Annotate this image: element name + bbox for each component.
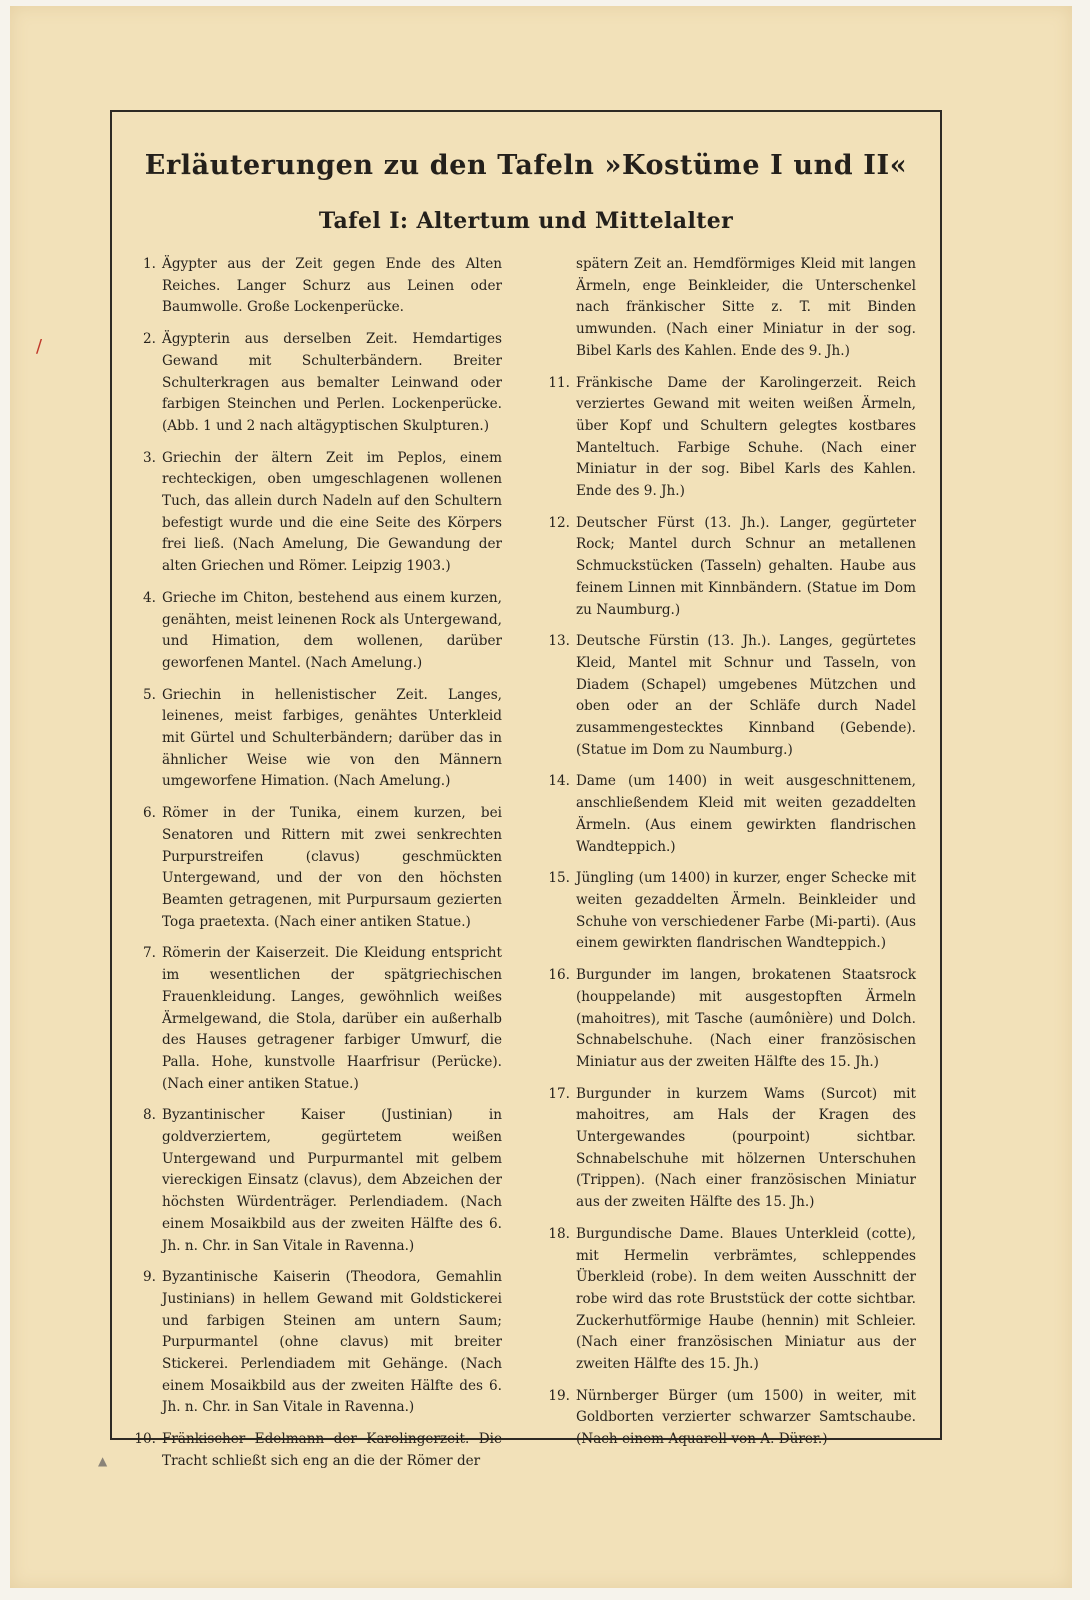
- list-item: [540, 771, 916, 858]
- item-text: Fränkischer Edelmann der Karolingerzeit. Die Tracht schließt sich eng an die der Römer der: [162, 1431, 502, 1469]
- item-number: 1.: [143, 256, 156, 272]
- item-number: 17.: [548, 1085, 570, 1102]
- item-number: 11.: [548, 374, 570, 391]
- item-text: Deutscher Fürst (13. Jh.). Langer, gegürteter Rock; Mantel durch Schnur an metallenen Schmuckstücken (Tasseln) gehalten. Haube aus feinem Linnen mit Kinnbändern. (Statue im Dom zu Naumburg.): [576, 514, 916, 618]
- pencil-mark: /: [36, 336, 43, 357]
- corner-mark: ▲: [98, 1454, 108, 1468]
- list-item: [540, 965, 916, 1074]
- item-number: 7.: [143, 945, 156, 962]
- list-item: [126, 1429, 502, 1472]
- item-number: 19.: [548, 1387, 570, 1404]
- item-number: 13.: [548, 633, 570, 650]
- item-text: Dame (um 1400) in weit ausgeschnittenem, anschließendem Kleid mit weiten gezaddelten Ärmeln. (Aus einem gewirkten flandrischen Wandteppich.): [576, 773, 916, 855]
- item-text: Burgunder im langen, brokatenen Staatsrock (houppelande) mit ausgestopften Ärmeln (mahoitres), mit Tasche (aumônière) und Dolch. Schnabelschuhe. (Nach einer französischen Miniatur aus der zweiten Hälfte des 15. Jh.): [576, 967, 916, 1070]
- item-text: Ägypterin aus derselben Zeit. Hemdartiges Gewand mit Schulterbändern. Breiter Schulterkragen aus bemalter Leinwand oder farbigen Steinchen und Perlen. Lockenperücke. (Abb. 1 und 2 nach altägyptischen Skulpturen.): [162, 331, 502, 434]
- item-text: Römer in der Tunika, einem kurzen, bei Senatoren und Rittern mit zwei senkrechten Purpurstreifen (clavus) geschmückten Untergewand, und der von den höchsten Beamten getragenen, mit Purpursaum gezierten Toga praetexta. (Nach einer antiken Statue.): [162, 805, 502, 930]
- item-text: Grieche im Chiton, bestehend aus einem kurzen, genähten, meist leinenen Rock als Untergewand, und Himation, dem wollenen, darüber geworfenen Mantel. (Nach Amelung.): [162, 589, 502, 671]
- item-number: 2.: [143, 331, 156, 348]
- list-item: [540, 868, 916, 955]
- item-text: spätern Zeit an. Hemdförmiges Kleid mit langen Ärmeln, enge Beinkleider, die Unterschenkel nach fränkischer Sitte z. T. mit Binden umwunden. (Nach einer Miniatur in der sog. Bibel Karls des Kahlen. Ende des 9. Jh.): [576, 256, 916, 359]
- list-item: [126, 1267, 502, 1419]
- item-number: 8.: [143, 1107, 156, 1124]
- item-text: Nürnberger Bürger (um 1500) in weiter, mit Goldborten verzierter schwarzer Samtschaube. (Nach einem Aquarell von A. Dürer.): [576, 1387, 916, 1448]
- list-item: [540, 373, 916, 503]
- item-text: Byzantinischer Kaiser (Justinian) in goldverziertem, gegürtetem weißen Untergewand und Purpurmantel mit gelbem viereckigen Einsatz (clavus), dem Abzeichen der höchsten Würdenträger. Perlendiadem. (Nach einem Mosaikbild aus der zweiten Hälfte des 6. Jh. n. Chr. in San Vitale in Ravenna.): [162, 1107, 502, 1254]
- item-text: Römerin der Kaiserzeit. Die Kleidung entspricht im wesentlichen der spätgriechischen Frauenkleidung. Langes, gewöhnlich weißes Ärmelgewand, die Stola, darüber ein außerhalb des Hauses getragener farbiger Umwurf, die Palla. Hohe, kunstvolle Haarfrisur (Perücke). (Nach einer antiken Statue.): [162, 945, 502, 1092]
- item-number: 12.: [548, 514, 570, 531]
- item-text: Griechin in hellenistischer Zeit. Langes, leinenes, meist farbiges, genähtes Unterkleid mit Gürtel und Schulterbändern; darüber das in ähnlicher Weise wie von den Männern umgeworfene Himation. (Nach Amelung.): [162, 686, 502, 790]
- list-item: [540, 631, 916, 761]
- list-item: [540, 1224, 916, 1376]
- list-item: [540, 1386, 916, 1451]
- list-item: [126, 448, 502, 578]
- page-subtitle: Tafel I: Altertum und Mittelalter: [318, 208, 734, 234]
- right-column: [540, 254, 916, 1461]
- list-item: [126, 943, 502, 1095]
- list-item: [126, 1105, 502, 1257]
- item-number: 5.: [143, 686, 156, 703]
- list-item: [540, 1084, 916, 1214]
- page-title: Erläuterungen zu den Tafeln »Kostüme I und II«: [144, 150, 908, 181]
- item-text: Burgunder in kurzem Wams (Surcot) mit mahoitres, am Hals der Kragen des Untergewandes (pourpoint) sichtbar. Schnabelschuhe mit hölzernen Unterschuhen (Trippen). (Nach einer französischen Miniatur aus der zweiten Hälfte des 15. Jh.): [576, 1085, 916, 1211]
- item-number: 10.: [134, 1431, 156, 1448]
- item-text: Deutsche Fürstin (13. Jh.). Langes, gegürtetes Kleid, Mantel mit Schnur und Tasseln, von Diadem (Schapel) umgebenes Mützchen und oben oder an der Schläfe durch Nadel zusammengestecktes Kinnband (Gebende). (Statue im Dom zu Naumburg.): [576, 633, 916, 758]
- list-item-continuation: [576, 254, 916, 363]
- list-item: [126, 803, 502, 933]
- text-frame: [110, 110, 942, 1469]
- item-number: 14.: [548, 773, 570, 790]
- list-item: [126, 254, 502, 319]
- item-number: 15.: [548, 870, 570, 887]
- item-number: 3.: [143, 449, 156, 466]
- item-text: Ägypter aus der Zeit gegen Ende des Alten Reiches. Langer Schurz aus Leinen oder Baumwolle. Große Lockenperücke.: [162, 256, 502, 316]
- item-text: Jüngling (um 1400) in kurzer, enger Schecke mit weiten gezaddelten Ärmeln. Beinkleider und Schuhe von verschiedener Farbe (Mi-parti). (Aus einem gewirkten flandrischen Wandteppich.): [576, 870, 916, 952]
- item-number: 16.: [548, 967, 570, 984]
- item-text: Burgundische Dame. Blaues Unterkleid (cotte), mit Hermelin verbrämtes, schleppendes Überkleid (robe). In dem weiten Ausschnitt der robe wird das rote Bruststück der cotte sichtbar. Zuckerhutförmige Haube (hennin) mit Schleier. (Nach einer französischen Miniatur aus der zweiten Hälfte des 15. Jh.): [576, 1225, 916, 1373]
- list-item: [126, 329, 502, 438]
- item-text: Fränkische Dame der Karolingerzeit. Reich verziertes Gewand mit weiten weißen Ärmeln, über Kopf und Schultern gelegtes kostbares Manteltuch. Farbige Schuhe. (Nach einer Miniatur in der sog. Bibel Karls des Kahlen. Ende des 9. Jh.): [576, 374, 916, 500]
- item-number: 4.: [143, 589, 156, 606]
- list-item: [126, 685, 502, 794]
- left-column: [126, 254, 502, 1483]
- item-text: Griechin der ältern Zeit im Peplos, einem rechteckigen, oben umgeschlagenen wollenen Tuch, das allein durch Nadeln auf den Schultern befestigt wurde und die eine Seite des Körpers frei ließ. (Nach Amelung, Die Gewandung der alten Griechen und Römer. Leipzig 1903.): [162, 449, 502, 575]
- item-text: Byzantinische Kaiserin (Theodora, Gemahlin Justinians) in hellem Gewand mit Goldstickerei und farbigen Steinen am untern Saum; Purpurmantel (ohne clavus) mit breiter Stickerei. Perlendiadem mit Gehänge. (Nach einem Mosaikbild aus der zweiten Hälfte des 6. Jh. n. Chr. in San Vitale in Ravenna.): [162, 1269, 502, 1416]
- list-item: [126, 588, 502, 675]
- list-item: [540, 513, 916, 622]
- paper-sheet: [10, 6, 1072, 1588]
- item-number: 6.: [143, 805, 156, 822]
- item-number: 18.: [548, 1225, 570, 1242]
- item-number: 9.: [143, 1269, 156, 1286]
